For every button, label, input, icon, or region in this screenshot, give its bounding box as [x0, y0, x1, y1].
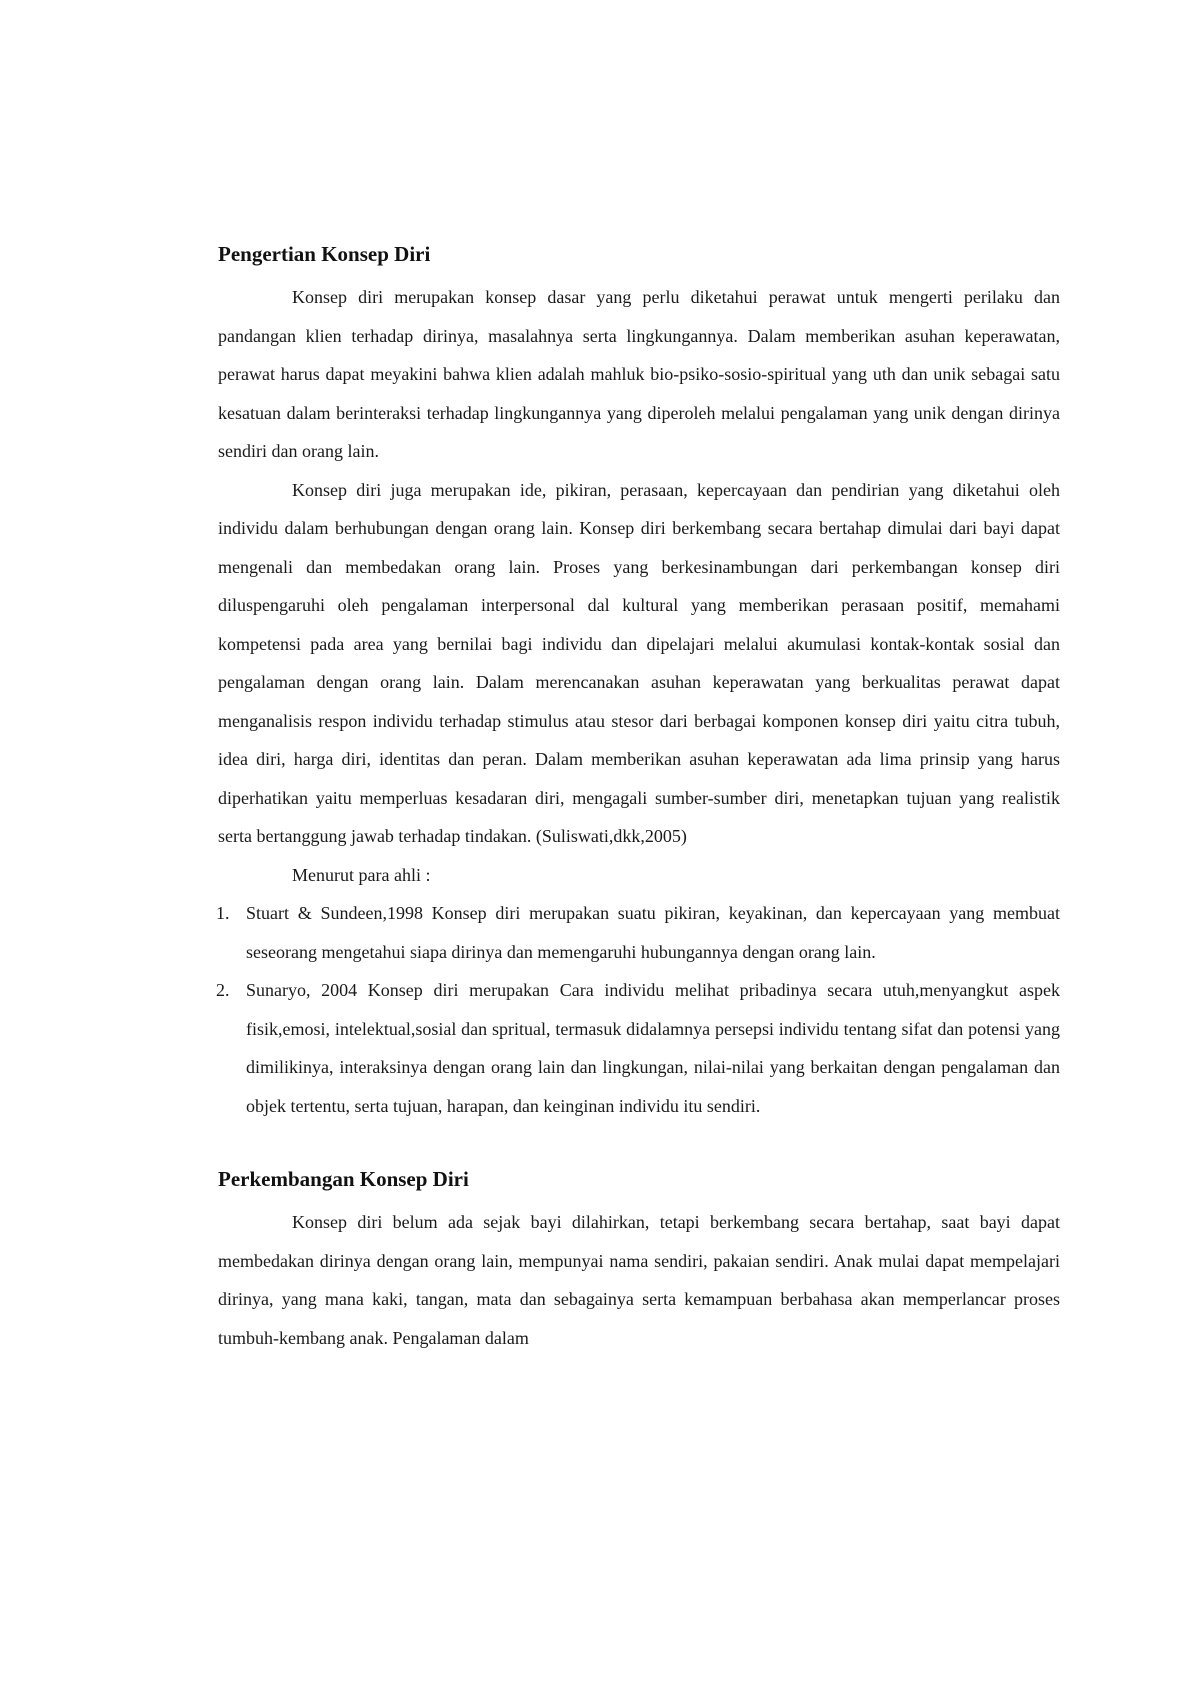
paragraph-lead-in: Menurut para ahli : [292, 864, 431, 885]
paragraph: Konsep diri merupakan konsep dasar yang perlu diketahui perawat untuk mengerti perilaku dan pandangan klien terhadap dirinya, masalahnya serta lingkungannya. Dalam memberikan asuhan keperawatan, perawat harus dapat meyakini bahwa klien adalah mahluk bio-psiko-sosio-spiritual yang uth dan unik sebagai satu kesatuan dalam berinteraksi terhadap lingkungannya yang diperoleh melalui pengalaman yang unik dengan dirinya sendiri dan orang lain. [218, 287, 1060, 461]
list-item-text: Stuart & Sundeen,1998 Konsep diri merupakan suatu pikiran, keyakinan, dan kepercayaan yang membuat seseorang mengetahui siapa dirinya dan memengaruhi hubungannya dengan orang lain. [246, 903, 1060, 962]
list-item [216, 894, 1060, 971]
section-title-perkembangan: Perkembangan Konsep Diri [218, 1167, 469, 1191]
list-item [216, 971, 1060, 1125]
document-page [218, 240, 1060, 1357]
section-title-pengertian: Pengertian Konsep Diri [218, 242, 431, 266]
paragraph: Konsep diri belum ada sejak bayi dilahirkan, tetapi berkembang secara bertahap, saat bayi dapat membedakan dirinya dengan orang lain, mempunyai nama sendiri, pakaian sendiri. Anak mulai dapat mempelajari dirinya, yang mana kaki, tangan, mata dan sebagainya serta kemampuan berbahasa akan memperlancar proses tumbuh-kembang anak. Pengalaman dalam [218, 1212, 1060, 1348]
expert-definitions-list [218, 894, 1060, 1125]
list-item-number: 2. [216, 980, 230, 1000]
list-item-number: 1. [216, 903, 230, 923]
paragraph: Konsep diri juga merupakan ide, pikiran, perasaan, kepercayaan dan pendirian yang diketahui oleh individu dalam berhubungan dengan orang lain. Konsep diri berkembang secara bertahap dimulai dari bayi dapat mengenali dan membedakan orang lain. Proses yang berkesinambungan dari perkembangan konsep diri diluspengaruhi oleh pengalaman interpersonal dal kultural yang memberikan perasaan positif, memahami kompetensi pada area yang bernilai bagi individu dan dipelajari melalui akumulasi kontak-kontak sosial dan pengalaman dengan orang lain. Dalam merencanakan asuhan keperawatan yang berkualitas perawat dapat menganalisis respon individu terhadap stimulus atau stesor dari berbagai komponen konsep diri yaitu citra tubuh, idea diri, harga diri, identitas dan peran. Dalam memberikan asuhan keperawatan ada lima prinsip yang harus diperhatikan yaitu memperluas kesadaran diri, mengagali sumber-sumber diri, menetapkan tujuan yang realistik serta bertanggung jawab terhadap tindakan. (Suliswati,dkk,2005) [218, 479, 1060, 846]
list-item-text: Sunaryo, 2004 Konsep diri merupakan Cara individu melihat pribadinya secara utuh,menyangkut aspek fisik,emosi, intelektual,sosial dan spritual, termasuk didalamnya persepsi individu tentang sifat dan potensi yang dimilikinya, interaksinya dengan orang lain dan lingkungan, nilai-nilai yang berkaitan dengan pengalaman dan objek tertentu, serta tujuan, harapan, dan keinginan individu itu sendiri. [246, 980, 1060, 1116]
